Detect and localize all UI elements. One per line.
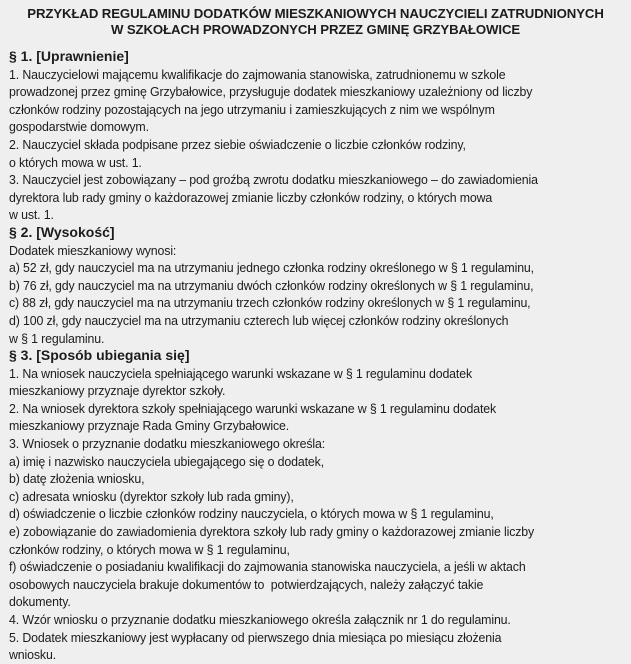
sections: [9, 48, 631, 664]
paragraph-line: a) 52 zł, gdy nauczyciel ma na utrzymaniu jednego członka rodziny określonego w § 1 regulaminu,: [9, 260, 534, 276]
paragraph-line: f) oświadczenie o posiadaniu kwalifikacji do zajmowania stanowiska nauczyciela, a jeśli w aktach: [9, 559, 526, 575]
section-2: [9, 224, 631, 347]
paragraph-line: d) 100 zł, gdy nauczyciel ma na utrzymaniu czterech lub więcej członków rodziny określonych: [9, 312, 509, 328]
document-title: [9, 6, 631, 38]
section-heading: § 2. [Wysokość]: [9, 223, 115, 240]
paragraph-line: dokumenty.: [9, 594, 71, 610]
paragraph-line: d) oświadczenie o liczbie członków rodziny nauczyciela, o których mowa w § 1 regulaminu,: [9, 506, 494, 522]
paragraph-line: w § 1 regulaminu.: [9, 330, 105, 346]
paragraph-line: 1. Na wniosek nauczyciela spełniającego warunki wskazane w § 1 regulaminu dodatek: [9, 365, 473, 381]
paragraph-line: 4. Wzór wniosku o przyznanie dodatku mieszkaniowego określa załącznik nr 1 do regulaminu.: [9, 612, 511, 627]
paragraph-line: c) 88 zł, gdy nauczyciel ma na utrzymaniu trzech członków rodziny określonych w § 1 regulaminu,: [9, 295, 531, 311]
paragraph-line: 1. Nauczycielowi mającemu kwalifikacje do zajmowania stanowiska, zatrudnionemu w szkole: [9, 66, 506, 82]
paragraph-line: 3. Nauczyciel jest zobowiązany – pod groźbą zwrotu dodatku mieszkaniowego – do zawiadomienia: [9, 172, 538, 188]
paragraph-line: e) zobowiązanie do zawiadomienia dyrektora szkoły lub rady gminy o każdorazowej zmianie liczby: [9, 524, 535, 540]
paragraph-line: wniosku.: [9, 647, 57, 663]
paragraph-line: 2. Nauczyciel składa podpisane przez siebie oświadczenie o liczbie członków rodziny,: [9, 136, 466, 152]
paragraph-line: b) datę złożenia wniosku,: [9, 471, 145, 487]
paragraph-line: Dodatek mieszkaniowy wynosi:: [9, 242, 177, 258]
title-line-2: W SZKOŁACH PROWADZONYCH PRZEZ GMINĘ GRZYBAŁOWICE: [110, 22, 521, 37]
paragraph-line: 3. Wniosek o przyznanie dodatku mieszkaniowego określa:: [9, 436, 326, 452]
section-heading: § 3. [Sposób ubiegania się]: [9, 347, 190, 364]
paragraph-line: a) imię i nazwisko nauczyciela ubiegającego się o dodatek,: [9, 453, 324, 469]
title-line-1: PRZYKŁAD REGULAMINU DODATKÓW MIESZKANIOWYCH NAUCZYCIELI ZATRUDNIONYCH: [27, 6, 604, 21]
section-heading: § 1. [Uprawnienie]: [9, 48, 129, 64]
paragraph-line: c) adresata wniosku (dyrektor szkoły lub rada gminy),: [9, 488, 294, 504]
paragraph-line: dyrektora lub rady gminy o każdorazowej zmianie liczby członków rodziny, o których mowa: [9, 189, 493, 205]
paragraph-line: członków rodziny, o których mowa w § 1 regulaminu,: [9, 541, 290, 557]
paragraph-line: b) 76 zł, gdy nauczyciel ma na utrzymaniu dwóch członków rodziny określonych w § 1 regulaminu,: [9, 277, 534, 293]
paragraph-line: prowadzonej przez gminę Grzybałowice, przysługuje dodatek mieszkaniowy uzależniony od liczby: [9, 84, 533, 100]
paragraph-line: mieszkaniowy przyznaje Rada Gminy Grzybałowice.: [9, 418, 290, 434]
paragraph-line: w ust. 1.: [9, 207, 54, 223]
section-1: [9, 48, 631, 224]
paragraph-line: członków rodziny pozostających na jego utrzymaniu i zamieszkujących z nim we wspólnym: [9, 101, 495, 117]
paragraph-line: 5. Dodatek mieszkaniowy jest wypłacany od pierwszego dnia miesiąca po miesiącu złożenia: [9, 629, 502, 645]
section-3: [9, 347, 631, 664]
paragraph-line: mieszkaniowy przyznaje dyrektor szkoły.: [9, 383, 226, 399]
paragraph-line: 2. Na wniosek dyrektora szkoły spełniającego warunki wskazane w § 1 regulaminu dodatek: [9, 400, 497, 416]
paragraph-line: gospodarstwie domowym.: [9, 119, 149, 135]
paragraph-line: o których mowa w ust. 1.: [9, 154, 142, 170]
paragraph-line: osobowych nauczyciela brakuje dokumentów to potwierdzających, należy załączyć takie: [9, 576, 484, 592]
